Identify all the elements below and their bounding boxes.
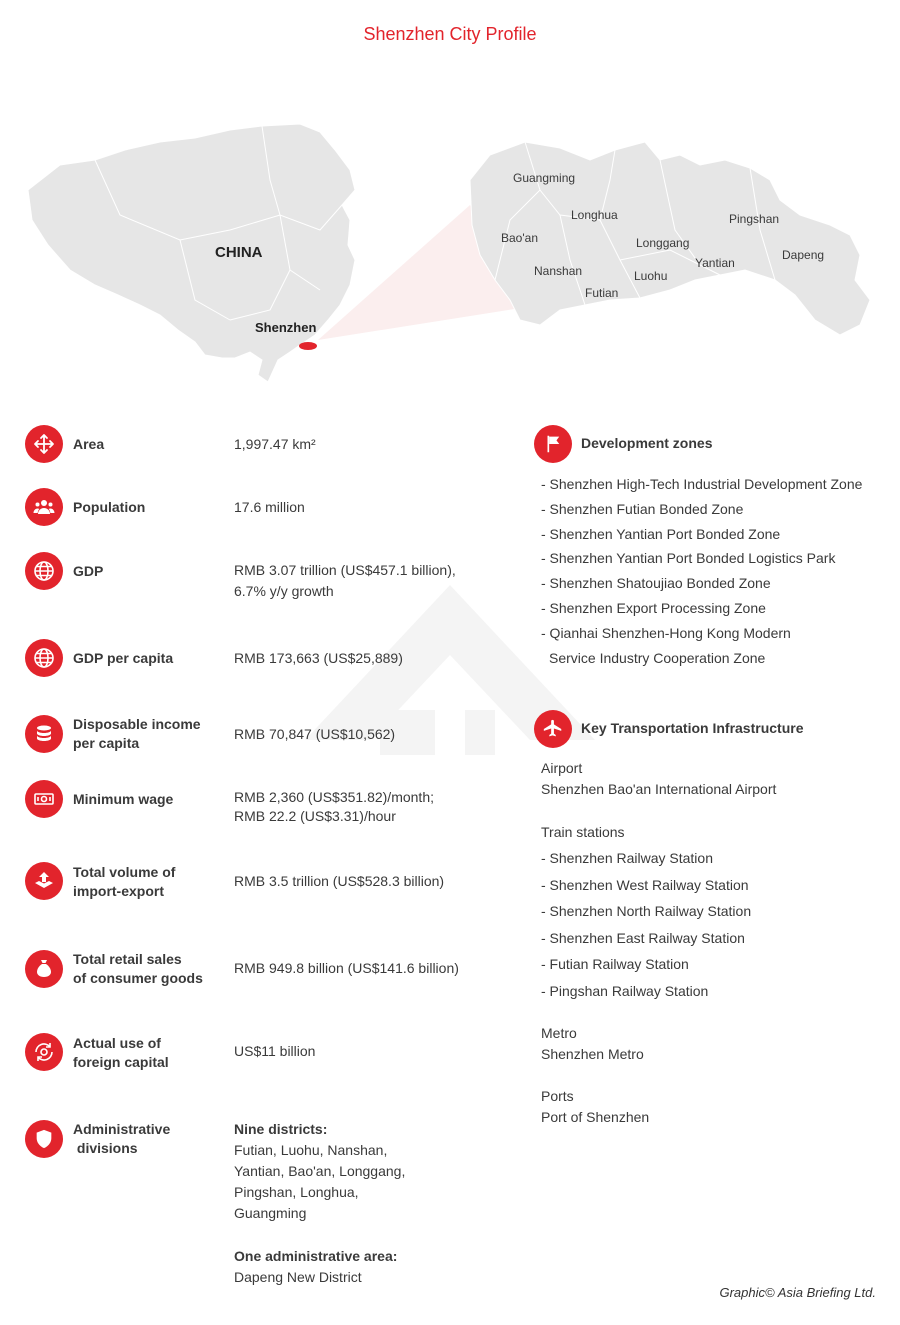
stat-label-population: Population [73,499,146,515]
development-zones-list [541,472,891,670]
admin-line: Dapeng New District [234,1269,362,1285]
district-label-nanshan: Nanshan [534,264,583,278]
list-item: - Shenzhen Shatoujiao Bonded Zone [541,575,771,592]
stat-label-area: Area [73,436,105,452]
stat-label-retail-sales: Total retail sales of consumer goods [73,951,203,986]
list-item: - Shenzhen Export Processing Zone [541,599,766,616]
list-item: - Shenzhen High-Tech Industrial Development Zone [541,476,863,492]
development-zones-title: Development zones [581,435,713,451]
stat-value-admin-divisions [234,1119,494,1288]
map-illustration [0,120,900,395]
transport-airport: Airport Shenzhen Bao'an International Airport [541,760,777,797]
stat-value-foreign-capital: US$11 billion [234,1043,316,1059]
globe-icon [25,639,63,677]
list-item: - Shenzhen Futian Bonded Zone [541,500,744,517]
list-item: - Qianhai Shenzhen-Hong Kong Modern [541,624,791,641]
list-item: - Shenzhen East Railway Station [541,929,745,946]
stat-value-gdp: RMB 3.07 trillion (US$457.1 billion), 6.7% y/y growth [234,562,456,599]
list-item: - Shenzhen North Railway Station [541,903,752,919]
stat-label-import-export: Total volume of import-export [73,864,176,899]
money-bag-icon [25,950,63,988]
stat-value-retail-sales: RMB 949.8 billion (US$141.6 billion) [234,960,459,976]
list-item: - Futian Railway Station [541,956,689,972]
box-upload-icon [25,862,63,900]
list-item: - Shenzhen Railway Station [541,850,713,866]
stat-label-gdp: GDP [73,563,104,579]
shield-icon [25,1120,63,1158]
admin-head-districts: Nine districts: [234,1121,328,1137]
district-label-longhua: Longhua [571,208,618,222]
district-label-dapeng: Dapeng [782,248,825,262]
people-icon [25,488,63,526]
district-label-pingshan: Pingshan [729,212,780,226]
district-label-luohu: Luohu [634,269,668,283]
stat-value-minimum-wage: RMB 2,360 (US$351.82)/month; RMB 22.2 (US$3.31)/hour [234,789,434,824]
stat-label-gdp-per-capita: GDP per capita [73,650,174,666]
stat-label-admin-divisions: Administrative divisions [73,1121,171,1156]
coin-stack-icon [25,715,63,753]
list-item: - Shenzhen Yantian Port Bonded Zone [541,525,781,542]
admin-line: Guangming [234,1205,307,1221]
stat-label-disposable-income: Disposable income per capita [73,716,201,751]
district-label-baoan: Bao'an [501,231,538,245]
district-label-longgang: Longgang [636,236,690,250]
transport-title: Key Transportation Infrastructure [581,720,804,736]
list-item: - Pingshan Railway Station [541,982,709,999]
banknote-icon [25,780,63,818]
list-item: - Shenzhen Yantian Port Bonded Logistics Park [541,550,836,567]
stat-value-area: 1,997.47 km² [234,436,316,452]
admin-head-area: One administrative area: [234,1248,398,1264]
transport-trains: Train stations - Shenzhen Railway Station - Shenzhen West Railway Station - Shenzhen North Railway Station - Shenzhen East Railway Station - Futian Railway Station - Pingshan Railway Station [541,822,751,1004]
stat-label-foreign-capital: Actual use of foreign capital [73,1035,169,1070]
flag-icon [534,425,572,463]
credit: Graphic© Asia Briefing Ltd. [719,1285,876,1300]
globe-icon [25,552,63,590]
list-item: - Shenzhen West Railway Station [541,876,749,893]
stat-value-disposable-income: RMB 70,847 (US$10,562) [234,726,396,742]
list-item: Service Industry Cooperation Zone [549,649,766,666]
admin-line: Futian, Luohu, Nanshan, [234,1142,388,1158]
china-label: CHINA [215,244,263,261]
stat-label-minimum-wage: Minimum wage [73,791,174,807]
transport-metro: Metro Shenzhen Metro [541,1025,644,1062]
airplane-icon [534,710,572,748]
transport-ports: Ports Port of Shenzhen [541,1088,650,1125]
shenzhen-label: Shenzhen [255,320,317,335]
district-label-futian: Futian [585,286,619,300]
district-label-guangming: Guangming [513,171,576,185]
shenzhen-marker [299,342,317,350]
stat-value-gdp-per-capita: RMB 173,663 (US$25,889) [234,650,403,666]
admin-line: Pingshan, Longhua, [234,1184,359,1200]
arrows-move-icon [25,425,63,463]
admin-line: Yantian, Bao'an, Longgang, [234,1163,406,1179]
district-label-yantian: Yantian [695,256,735,270]
stat-value-population: 17.6 million [234,499,305,515]
page-title: Shenzhen City Profile [363,24,537,44]
stat-value-import-export: RMB 3.5 trillion (US$528.3 billion) [234,873,445,889]
currency-exchange-icon [25,1033,63,1071]
